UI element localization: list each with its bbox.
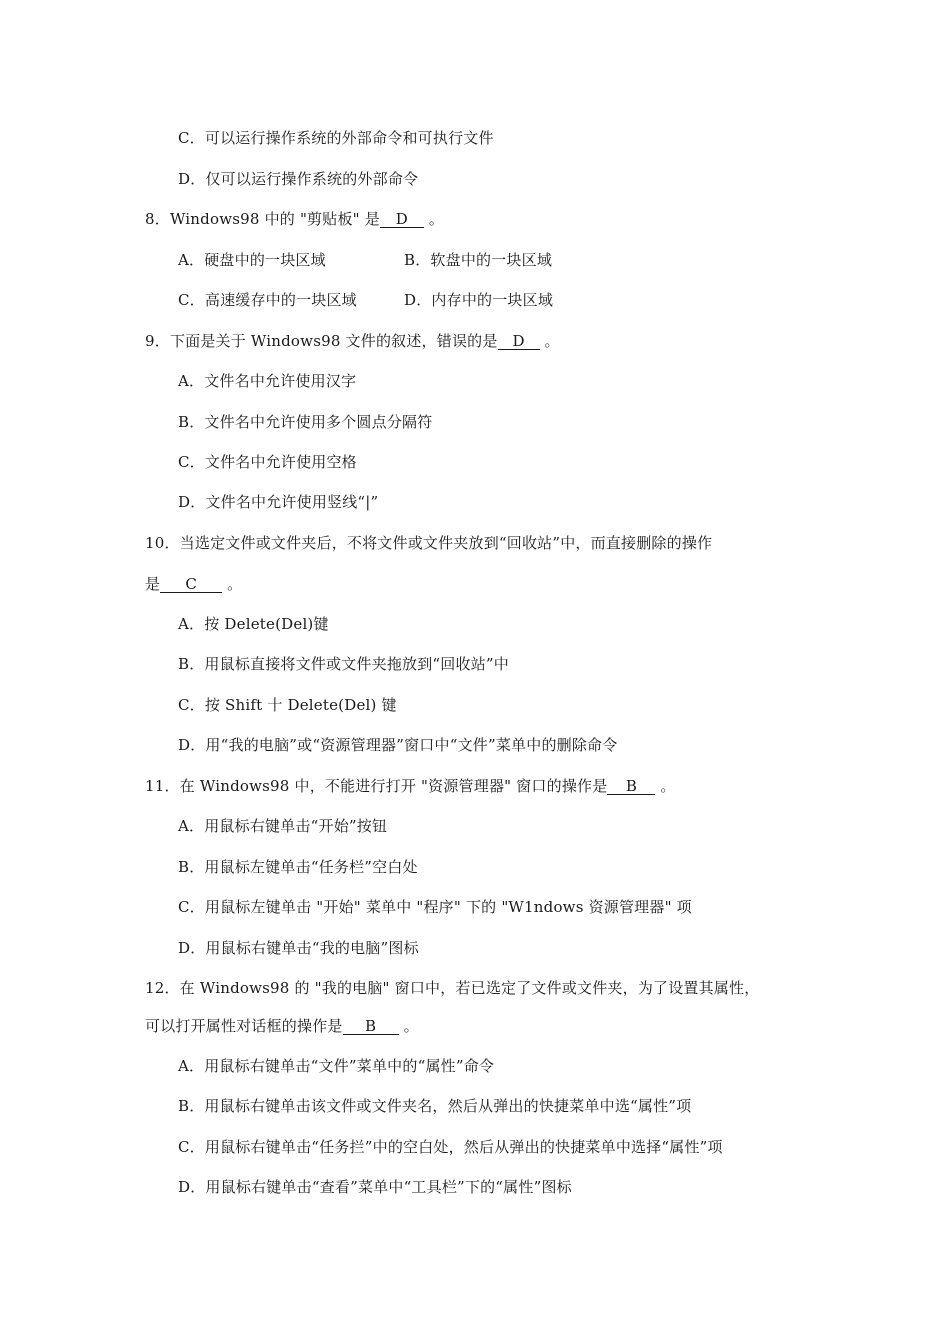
- question-12: 12．在 Windows98 的 "我的电脑" 窗口中，若已选定了文件或文件夹，为了设置其属性，: [145, 979, 760, 997]
- question-12-continued: [145, 1016, 419, 1036]
- answer-9: D: [498, 333, 540, 350]
- question-12-end: 。: [398, 1017, 419, 1035]
- option-8b: B．软盘中的一块区域: [404, 251, 553, 269]
- question-10: 10．当选定文件或文件夹后，不将文件或文件夹放到“回收站”中，而直接删除的操作: [145, 534, 713, 552]
- question-8-text: 8．Windows98 中的 "剪贴板" 是: [145, 210, 380, 228]
- question-10-text: 是: [145, 575, 161, 593]
- option-10c: C．按 Shift 十 Delete(Del) 键: [178, 696, 397, 714]
- option-9c: C．文件名中允许使用空格: [178, 453, 357, 471]
- question-10-continued: [145, 574, 242, 594]
- option-10b: B．用鼠标直接将文件或文件夹拖放到“回收站”中: [178, 655, 509, 673]
- option-12c: C．用鼠标右键单击“任务拦”中的空白处，然后从弹出的快捷菜单中选择“属性”项: [178, 1138, 723, 1156]
- answer-12: B: [343, 1018, 399, 1035]
- answer-10: C: [160, 576, 222, 593]
- option-9a: A．文件名中允许使用汉字: [178, 372, 357, 390]
- question-11: [145, 776, 676, 796]
- question-9-text: 9．下面是关于 Windows98 文件的叙述，错误的是: [145, 332, 498, 350]
- option-7d: D．仅可以运行操作系统的外部命令: [178, 170, 419, 188]
- question-12-text: 可以打开属性对话框的操作是: [145, 1017, 343, 1035]
- option-8a: A．硬盘中的一块区域: [178, 251, 326, 269]
- question-8: [145, 209, 444, 229]
- option-11b: B．用鼠标左键单击“任务栏”空白处: [178, 858, 418, 876]
- option-10d: D．用“我的电脑”或“资源管理器”窗口中“文件”菜单中的删除命令: [178, 736, 618, 754]
- option-12d: D．用鼠标右键单击“查看”菜单中“工具栏”下的“属性”图标: [178, 1178, 572, 1196]
- answer-8: D: [380, 211, 424, 228]
- question-9: [145, 331, 560, 351]
- option-11c: C．用鼠标左键单击 "开始" 菜单中 "程序" 下的 "W1ndows 资源管理器" 项: [178, 898, 692, 916]
- option-8d: D．内存中的一块区域: [404, 291, 554, 309]
- option-10a: A．按 Delete(Del)键: [178, 615, 329, 633]
- option-9d: D．文件名中允许使用竖线“|”: [178, 493, 379, 511]
- option-12b: B．用鼠标右键单击该文件或文件夹名，然后从弹出的快捷菜单中选“属性”项: [178, 1097, 692, 1115]
- question-9-end: 。: [539, 332, 560, 350]
- question-11-text: 11．在 Windows98 中，不能进行打开 "资源管理器" 窗口的操作是: [145, 777, 608, 795]
- option-11d: D．用鼠标右键单击“我的电脑”图标: [178, 939, 419, 957]
- option-8c: C．高速缓存中的一块区域: [178, 291, 357, 309]
- option-12a: A．用鼠标右键单击“文件”菜单中的“属性”命令: [178, 1057, 495, 1075]
- option-7c: C．可以运行操作系统的外部命令和可执行文件: [178, 129, 494, 147]
- option-9b: B．文件名中允许使用多个圆点分隔符: [178, 413, 433, 431]
- question-10-end: 。: [222, 575, 243, 593]
- question-11-end: 。: [655, 777, 676, 795]
- answer-11: B: [607, 778, 655, 795]
- question-8-end: 。: [423, 210, 445, 228]
- option-11a: A．用鼠标右键单击“开始”按钮: [178, 817, 388, 835]
